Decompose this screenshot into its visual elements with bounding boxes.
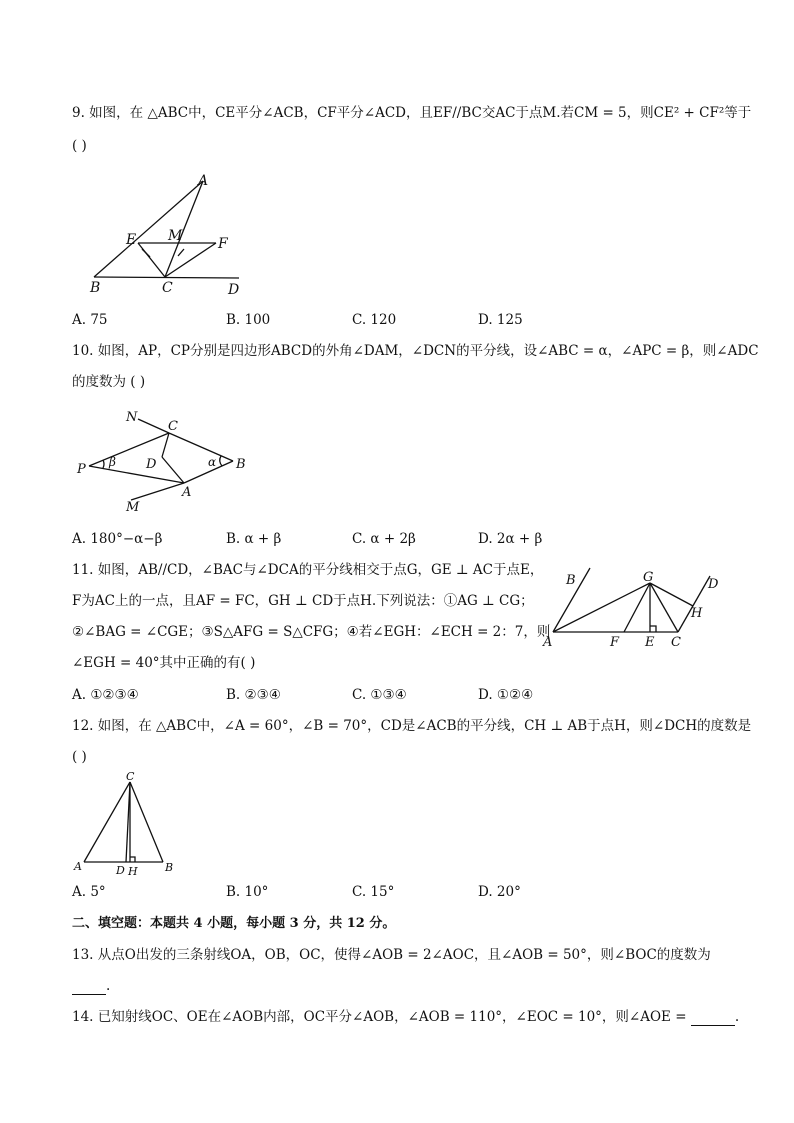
- q11-figure: [540, 564, 730, 654]
- q11-line1: 11. 如图，AB//CD，∠BAC与∠DCA的平分线相交于点G，GE ⊥ AC于点E，: [72, 562, 544, 578]
- q12-paren: ( ): [72, 749, 87, 765]
- q10-stem: 10. 如图，AP，CP分别是四边形ABCD的外角∠DAM，∠DCN的平分线，设∠ABC = α，∠APC = β，则∠ADC: [72, 343, 759, 359]
- q11-option-c[interactable]: C. ①③④: [352, 687, 407, 703]
- q10-figure: [74, 405, 254, 515]
- q10-label-c: C: [168, 419, 178, 434]
- q10-label-beta: β: [109, 455, 116, 469]
- q12-label-b: B: [165, 861, 174, 874]
- q14-tail: .: [734, 1009, 740, 1025]
- q9-label-b: B: [90, 280, 101, 296]
- q12-option-b[interactable]: B. 10°: [226, 884, 269, 900]
- q10-label-alpha: α: [208, 455, 217, 469]
- q12-label-h: H: [128, 865, 138, 878]
- q12-stem: 12. 如图，在 △ABC中，∠A = 60°，∠B = 70°，CD是∠ACB的平分线，CH ⊥ AB于点H，则∠DCH的度数是: [72, 718, 752, 734]
- q13-stem: 13. 从点O出发的三条射线OA，OB，OC，使得∠AOB = 2∠AOC，且∠AOB = 50°，则∠BOC的度数为: [72, 947, 711, 963]
- q9-option-a[interactable]: A. 75: [72, 312, 108, 328]
- q10-label-b: B: [236, 457, 246, 472]
- q9-option-b[interactable]: B. 100: [226, 312, 271, 328]
- q9-figure: [80, 170, 260, 300]
- q13-answer-blank[interactable]: [72, 978, 106, 995]
- q10-label-m: M: [126, 500, 140, 515]
- q11-label-c: C: [671, 635, 681, 650]
- q12-label-d: D: [116, 864, 125, 877]
- q11-label-d: D: [708, 577, 719, 592]
- q9-paren: ( ): [72, 138, 87, 154]
- q10-stem-line2: 的度数为 ( ): [72, 374, 146, 390]
- q11-label-e: E: [645, 635, 655, 650]
- q11-label-a: A: [543, 635, 553, 650]
- q9-label-a: A: [198, 173, 209, 189]
- q14-line: [72, 1008, 739, 1026]
- q11-option-b[interactable]: B. ②③④: [226, 687, 281, 703]
- q11-label-g: G: [643, 570, 654, 585]
- q9-stem: 9. 如图，在 △ABC中，CE平分∠ACB，CF平分∠ACD，且EF//BC交AC于点M.若CM = 5，则CE² + CF²等于: [72, 105, 752, 121]
- section-2-heading: 二、填空题：本题共 4 小题，每小题 3 分，共 12 分。: [72, 916, 396, 931]
- q11-label-f: F: [610, 635, 620, 650]
- q10-option-a[interactable]: A. 180°−α−β: [72, 531, 163, 547]
- q11-line4: ∠EGH = 40°其中正确的有( ): [72, 655, 256, 671]
- q11-line3: ②∠BAG = ∠CGE；③S△AFG = S△CFG；④若∠EGH：∠ECH = 2：7，则: [72, 624, 551, 640]
- q12-option-c[interactable]: C. 15°: [352, 884, 395, 900]
- q10-option-c[interactable]: C. α + 2β: [352, 531, 416, 547]
- q10-label-p: P: [77, 462, 86, 477]
- q13-answer-line[interactable]: [72, 977, 110, 995]
- q10-label-d: D: [146, 457, 157, 472]
- q11-line2: F为AC上的一点，且AF = FC，GH ⊥ CD于点H.下列说法：①AG ⊥ CG；: [72, 593, 534, 609]
- q10-label-n: N: [126, 410, 138, 425]
- q12-figure: [70, 768, 190, 880]
- q14-stem: 14. 已知射线OC、OE在∠AOB内部，OC平分∠AOB，∠AOB = 110°，∠EOC = 10°，则∠AOE =: [72, 1009, 691, 1025]
- q11-label-b: B: [566, 573, 576, 588]
- q9-label-f: F: [218, 236, 228, 252]
- q9-label-c: C: [162, 280, 173, 296]
- q9-label-e: E: [126, 232, 137, 248]
- q12-label-a: A: [74, 860, 82, 873]
- q11-option-d[interactable]: D. ①②④: [478, 687, 534, 703]
- q13-tail: .: [106, 978, 111, 994]
- q12-option-d[interactable]: D. 20°: [478, 884, 521, 900]
- q11-option-a[interactable]: A. ①②③④: [72, 687, 139, 703]
- q9-option-c[interactable]: C. 120: [352, 312, 397, 328]
- q12-label-c: C: [126, 770, 135, 783]
- q10-label-a: A: [182, 485, 192, 500]
- q12-option-a[interactable]: A. 5°: [72, 884, 106, 900]
- q10-option-b[interactable]: B. α + β: [226, 531, 282, 547]
- q10-option-d[interactable]: D. 2α + β: [478, 531, 543, 547]
- q9-label-m: M: [168, 228, 183, 244]
- q9-label-d: D: [228, 282, 240, 298]
- q11-label-h: H: [691, 606, 703, 621]
- q14-answer-blank[interactable]: [691, 1009, 735, 1026]
- q9-option-d[interactable]: D. 125: [478, 312, 523, 328]
